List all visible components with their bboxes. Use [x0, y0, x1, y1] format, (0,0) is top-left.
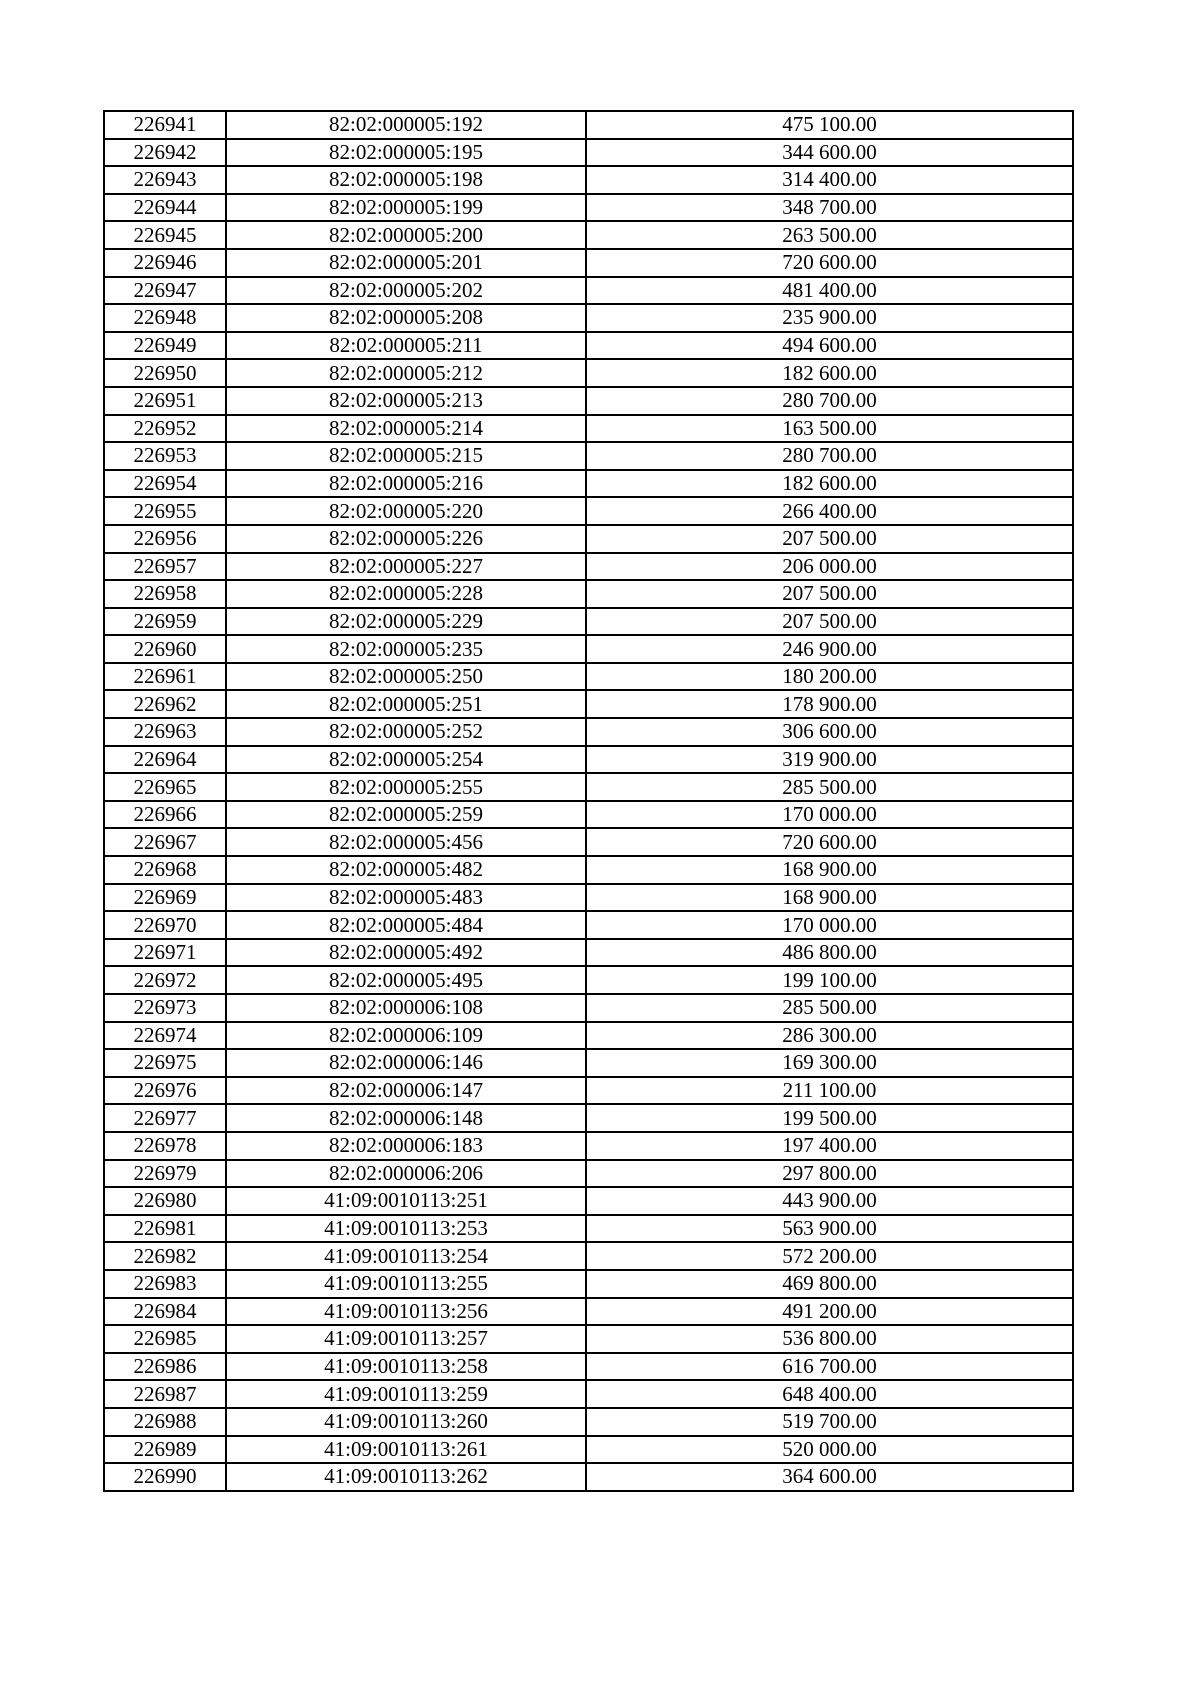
row-number-cell: 226944: [104, 194, 226, 222]
row-number-cell: 226970: [104, 911, 226, 939]
cadastral-value-cell: 178 900.00: [586, 690, 1073, 718]
table-row: [104, 1160, 1073, 1188]
table-row: [104, 1298, 1073, 1326]
row-number-cell: 226973: [104, 994, 226, 1022]
table-row: [104, 690, 1073, 718]
row-number-cell: 226982: [104, 1242, 226, 1270]
cadastral-value-cell: 182 600.00: [586, 470, 1073, 498]
cadastral-value-cell: 491 200.00: [586, 1298, 1073, 1326]
cadastral-number-cell: 82:02:000005:226: [226, 525, 586, 553]
row-number-cell: 226961: [104, 663, 226, 691]
table-row: [104, 856, 1073, 884]
cadastral-number-cell: 41:09:0010113:261: [226, 1436, 586, 1464]
row-number-cell: 226945: [104, 221, 226, 249]
cadastral-number-cell: 82:02:000005:227: [226, 553, 586, 581]
table-row: [104, 1463, 1073, 1491]
table-row: [104, 939, 1073, 967]
cadastral-value-cell: 280 700.00: [586, 442, 1073, 470]
table-row: [104, 1408, 1073, 1436]
table-row: [104, 525, 1073, 553]
cadastral-value-cell: 364 600.00: [586, 1463, 1073, 1491]
table-row: [104, 966, 1073, 994]
cadastral-value-cell: 170 000.00: [586, 801, 1073, 829]
table-row: [104, 1380, 1073, 1408]
cadastral-number-cell: 82:02:000005:229: [226, 608, 586, 636]
table-row: [104, 1132, 1073, 1160]
cadastral-number-cell: 82:02:000005:482: [226, 856, 586, 884]
cadastral-value-cell: 170 000.00: [586, 911, 1073, 939]
cadastral-number-cell: 41:09:0010113:260: [226, 1408, 586, 1436]
row-number-cell: 226986: [104, 1353, 226, 1381]
row-number-cell: 226967: [104, 828, 226, 856]
cadastral-number-cell: 82:02:000006:148: [226, 1104, 586, 1132]
cadastral-value-cell: 285 500.00: [586, 994, 1073, 1022]
row-number-cell: 226956: [104, 525, 226, 553]
cadastral-value-cell: 469 800.00: [586, 1270, 1073, 1298]
row-number-cell: 226953: [104, 442, 226, 470]
table-row: [104, 1270, 1073, 1298]
cadastral-value-cell: 348 700.00: [586, 194, 1073, 222]
row-number-cell: 226972: [104, 966, 226, 994]
table-row: [104, 718, 1073, 746]
cadastral-number-cell: 82:02:000005:214: [226, 415, 586, 443]
cadastral-value-cell: 199 500.00: [586, 1104, 1073, 1132]
row-number-cell: 226942: [104, 139, 226, 167]
table-body: [104, 111, 1073, 1491]
table-row: [104, 911, 1073, 939]
cadastral-value-cell: 563 900.00: [586, 1215, 1073, 1243]
cadastral-value-cell: 280 700.00: [586, 387, 1073, 415]
table-row: [104, 994, 1073, 1022]
cadastral-value-cell: 520 000.00: [586, 1436, 1073, 1464]
table-row: [104, 221, 1073, 249]
table-row: [104, 1022, 1073, 1050]
table-row: [104, 608, 1073, 636]
row-number-cell: 226955: [104, 497, 226, 525]
cadastral-value-cell: 536 800.00: [586, 1325, 1073, 1353]
cadastral-number-cell: 82:02:000005:235: [226, 635, 586, 663]
cadastral-value-cell: 206 000.00: [586, 553, 1073, 581]
cadastral-value-cell: 519 700.00: [586, 1408, 1073, 1436]
row-number-cell: 226946: [104, 249, 226, 277]
cadastral-value-table: [103, 110, 1074, 1492]
row-number-cell: 226990: [104, 1463, 226, 1491]
cadastral-value-cell: 199 100.00: [586, 966, 1073, 994]
row-number-cell: 226984: [104, 1298, 226, 1326]
cadastral-number-cell: 82:02:000005:252: [226, 718, 586, 746]
cadastral-number-cell: 82:02:000005:251: [226, 690, 586, 718]
cadastral-number-cell: 82:02:000005:212: [226, 359, 586, 387]
cadastral-value-cell: 197 400.00: [586, 1132, 1073, 1160]
cadastral-number-cell: 82:02:000005:208: [226, 304, 586, 332]
cadastral-number-cell: 82:02:000006:108: [226, 994, 586, 1022]
cadastral-number-cell: 82:02:000006:109: [226, 1022, 586, 1050]
table-row: [104, 277, 1073, 305]
table-row: [104, 746, 1073, 774]
cadastral-value-cell: 207 500.00: [586, 525, 1073, 553]
cadastral-value-cell: 168 900.00: [586, 856, 1073, 884]
cadastral-value-cell: 314 400.00: [586, 166, 1073, 194]
cadastral-number-cell: 82:02:000005:495: [226, 966, 586, 994]
cadastral-value-cell: 481 400.00: [586, 277, 1073, 305]
row-number-cell: 226981: [104, 1215, 226, 1243]
cadastral-number-cell: 82:02:000005:213: [226, 387, 586, 415]
row-number-cell: 226965: [104, 773, 226, 801]
row-number-cell: 226976: [104, 1077, 226, 1105]
table-row: [104, 1187, 1073, 1215]
row-number-cell: 226983: [104, 1270, 226, 1298]
cadastral-value-cell: 720 600.00: [586, 828, 1073, 856]
cadastral-value-cell: 720 600.00: [586, 249, 1073, 277]
table-row: [104, 580, 1073, 608]
cadastral-number-cell: 82:02:000006:183: [226, 1132, 586, 1160]
row-number-cell: 226989: [104, 1436, 226, 1464]
row-number-cell: 226978: [104, 1132, 226, 1160]
row-number-cell: 226954: [104, 470, 226, 498]
row-number-cell: 226959: [104, 608, 226, 636]
cadastral-value-cell: 263 500.00: [586, 221, 1073, 249]
row-number-cell: 226971: [104, 939, 226, 967]
cadastral-number-cell: 82:02:000005:228: [226, 580, 586, 608]
table-row: [104, 359, 1073, 387]
cadastral-value-cell: 344 600.00: [586, 139, 1073, 167]
table-row: [104, 1104, 1073, 1132]
table-row: [104, 801, 1073, 829]
cadastral-number-cell: 82:02:000005:254: [226, 746, 586, 774]
cadastral-value-cell: 180 200.00: [586, 663, 1073, 691]
cadastral-number-cell: 41:09:0010113:256: [226, 1298, 586, 1326]
cadastral-value-cell: 163 500.00: [586, 415, 1073, 443]
cadastral-number-cell: 82:02:000005:216: [226, 470, 586, 498]
row-number-cell: 226975: [104, 1049, 226, 1077]
cadastral-number-cell: 82:02:000006:206: [226, 1160, 586, 1188]
table-row: [104, 111, 1073, 139]
row-number-cell: 226947: [104, 277, 226, 305]
cadastral-value-cell: 211 100.00: [586, 1077, 1073, 1105]
cadastral-number-cell: 41:09:0010113:259: [226, 1380, 586, 1408]
table-row: [104, 1242, 1073, 1270]
cadastral-number-cell: 82:02:000005:215: [226, 442, 586, 470]
table-row: [104, 470, 1073, 498]
table-row: [104, 1353, 1073, 1381]
table-row: [104, 194, 1073, 222]
row-number-cell: 226949: [104, 332, 226, 360]
cadastral-number-cell: 82:02:000005:202: [226, 277, 586, 305]
cadastral-value-cell: 297 800.00: [586, 1160, 1073, 1188]
cadastral-number-cell: 41:09:0010113:262: [226, 1463, 586, 1491]
cadastral-value-cell: 319 900.00: [586, 746, 1073, 774]
cadastral-number-cell: 82:02:000005:250: [226, 663, 586, 691]
row-number-cell: 226962: [104, 690, 226, 718]
cadastral-number-cell: 41:09:0010113:253: [226, 1215, 586, 1243]
table-row: [104, 773, 1073, 801]
cadastral-value-cell: 182 600.00: [586, 359, 1073, 387]
cadastral-number-cell: 82:02:000005:201: [226, 249, 586, 277]
table-row: [104, 442, 1073, 470]
table-row: [104, 1436, 1073, 1464]
cadastral-number-cell: 82:02:000005:220: [226, 497, 586, 525]
cadastral-value-cell: 306 600.00: [586, 718, 1073, 746]
row-number-cell: 226952: [104, 415, 226, 443]
cadastral-number-cell: 41:09:0010113:258: [226, 1353, 586, 1381]
cadastral-number-cell: 82:02:000005:484: [226, 911, 586, 939]
table-row: [104, 387, 1073, 415]
table-row: [104, 1215, 1073, 1243]
cadastral-value-cell: 486 800.00: [586, 939, 1073, 967]
cadastral-number-cell: 82:02:000005:259: [226, 801, 586, 829]
row-number-cell: 226988: [104, 1408, 226, 1436]
row-number-cell: 226964: [104, 746, 226, 774]
table-row: [104, 249, 1073, 277]
cadastral-number-cell: 41:09:0010113:255: [226, 1270, 586, 1298]
table-row: [104, 415, 1073, 443]
cadastral-number-cell: 82:02:000005:211: [226, 332, 586, 360]
cadastral-value-cell: 207 500.00: [586, 580, 1073, 608]
table-row: [104, 139, 1073, 167]
row-number-cell: 226979: [104, 1160, 226, 1188]
table-row: [104, 332, 1073, 360]
row-number-cell: 226969: [104, 884, 226, 912]
table-row: [104, 1077, 1073, 1105]
cadastral-number-cell: 82:02:000006:146: [226, 1049, 586, 1077]
table-row: [104, 166, 1073, 194]
row-number-cell: 226980: [104, 1187, 226, 1215]
cadastral-value-cell: 285 500.00: [586, 773, 1073, 801]
table-row: [104, 1049, 1073, 1077]
table-row: [104, 635, 1073, 663]
row-number-cell: 226951: [104, 387, 226, 415]
cadastral-number-cell: 82:02:000006:147: [226, 1077, 586, 1105]
cadastral-number-cell: 82:02:000005:195: [226, 139, 586, 167]
cadastral-number-cell: 82:02:000005:200: [226, 221, 586, 249]
cadastral-value-cell: 235 900.00: [586, 304, 1073, 332]
row-number-cell: 226950: [104, 359, 226, 387]
cadastral-number-cell: 82:02:000005:456: [226, 828, 586, 856]
table-row: [104, 884, 1073, 912]
cadastral-value-cell: 207 500.00: [586, 608, 1073, 636]
row-number-cell: 226985: [104, 1325, 226, 1353]
cadastral-value-cell: 494 600.00: [586, 332, 1073, 360]
row-number-cell: 226968: [104, 856, 226, 884]
cadastral-number-cell: 41:09:0010113:251: [226, 1187, 586, 1215]
cadastral-number-cell: 41:09:0010113:257: [226, 1325, 586, 1353]
row-number-cell: 226966: [104, 801, 226, 829]
row-number-cell: 226948: [104, 304, 226, 332]
row-number-cell: 226963: [104, 718, 226, 746]
cadastral-number-cell: 82:02:000005:255: [226, 773, 586, 801]
row-number-cell: 226943: [104, 166, 226, 194]
row-number-cell: 226957: [104, 553, 226, 581]
cadastral-number-cell: 82:02:000005:483: [226, 884, 586, 912]
cadastral-number-cell: 82:02:000005:492: [226, 939, 586, 967]
cadastral-number-cell: 82:02:000005:198: [226, 166, 586, 194]
cadastral-number-cell: 82:02:000005:199: [226, 194, 586, 222]
row-number-cell: 226941: [104, 111, 226, 139]
cadastral-value-cell: 572 200.00: [586, 1242, 1073, 1270]
cadastral-value-cell: 168 900.00: [586, 884, 1073, 912]
cadastral-value-cell: 616 700.00: [586, 1353, 1073, 1381]
cadastral-value-cell: 169 300.00: [586, 1049, 1073, 1077]
table-row: [104, 497, 1073, 525]
cadastral-number-cell: 82:02:000005:192: [226, 111, 586, 139]
row-number-cell: 226977: [104, 1104, 226, 1132]
table-row: [104, 553, 1073, 581]
row-number-cell: 226960: [104, 635, 226, 663]
table-row: [104, 663, 1073, 691]
row-number-cell: 226987: [104, 1380, 226, 1408]
cadastral-number-cell: 41:09:0010113:254: [226, 1242, 586, 1270]
cadastral-value-cell: 648 400.00: [586, 1380, 1073, 1408]
row-number-cell: 226958: [104, 580, 226, 608]
table-row: [104, 828, 1073, 856]
cadastral-value-cell: 266 400.00: [586, 497, 1073, 525]
table-row: [104, 1325, 1073, 1353]
cadastral-value-cell: 475 100.00: [586, 111, 1073, 139]
row-number-cell: 226974: [104, 1022, 226, 1050]
table-row: [104, 304, 1073, 332]
cadastral-value-cell: 443 900.00: [586, 1187, 1073, 1215]
cadastral-value-cell: 246 900.00: [586, 635, 1073, 663]
cadastral-value-cell: 286 300.00: [586, 1022, 1073, 1050]
